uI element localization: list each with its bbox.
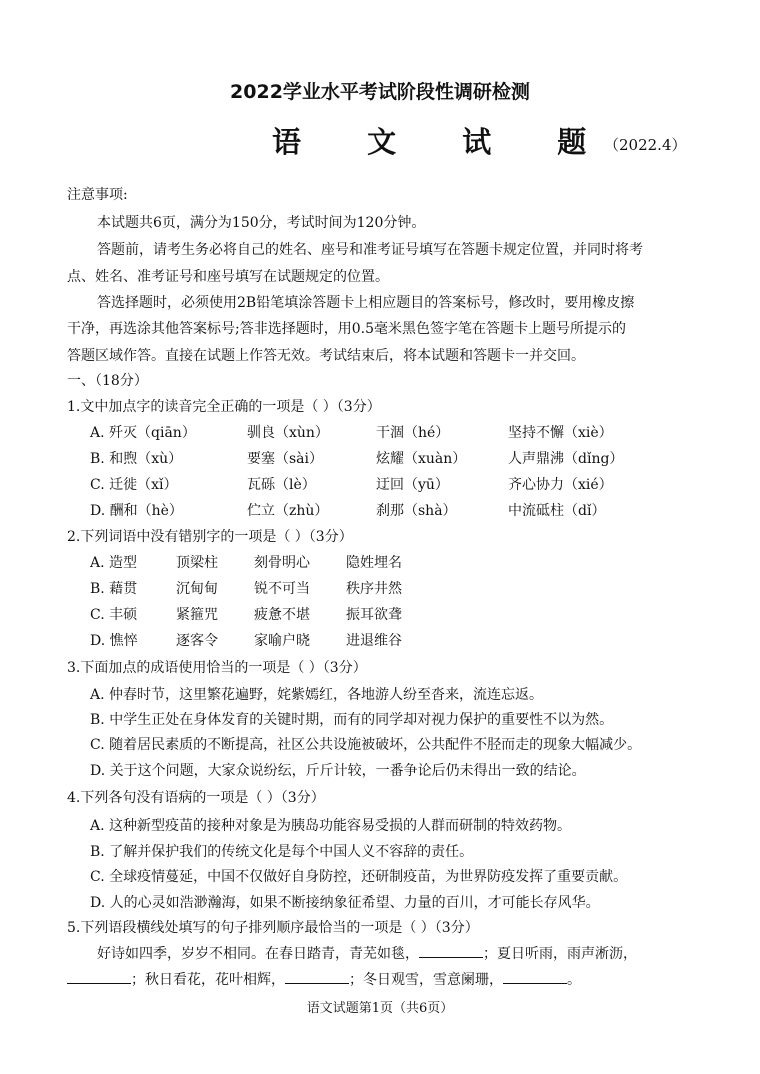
question-1-option-row	[0, 422, 760, 440]
option-cell: 坚持不懈（xiè）	[508, 425, 613, 441]
option-cell: C. 迁徙（xǐ）	[90, 477, 178, 493]
question-2-option-row	[0, 604, 760, 622]
option-cell: D. 憔悴	[90, 633, 138, 649]
option-cell: B. 和煦（xù）	[90, 451, 183, 467]
option-cell: B. 藉贯	[90, 581, 138, 597]
option-cell: 刹那（shà）	[376, 503, 457, 519]
option-cell: 家喻户晓	[254, 633, 310, 649]
option-cell: 干涸（hé）	[376, 425, 450, 441]
option-cell: 逐客令	[176, 633, 218, 649]
answer-blank	[419, 945, 483, 958]
notes-paragraph-3-line-2: 干净，再选涂其他答案标号;答非选择题时，用0.5毫米黑色签字笔在答题卡上题号所提示的	[67, 321, 626, 337]
option-cell: 疲惫不堪	[254, 607, 310, 623]
option-cell: A. 造型	[90, 555, 138, 571]
passage-text: ；秋日看花，花叶相辉，	[131, 972, 285, 988]
question-5-stem: 5.下列语段横线处填写的句子排列顺序最恰当的一项是（ ）（3分）	[67, 920, 479, 936]
option-cell: 炫耀（xuàn）	[376, 451, 467, 467]
option-cell: 驯良（xùn）	[247, 425, 329, 441]
question-3-stem: 3.下面加点的成语使用恰当的一项是（ ）（3分）	[67, 660, 367, 676]
question-4-option-c: C. 全球疫情蔓延，中国不仅做好自身防控，还研制疫苗，为世界防疫发挥了重要贡献。	[90, 869, 628, 885]
notes-paragraph-3-line-3: 答题区域作答。直接在试题上作答无效。考试结束后，将本试题和答题卡一并交回。	[67, 348, 585, 364]
option-cell: 振耳欲聋	[346, 607, 402, 623]
question-4-option-d: D. 人的心灵如浩渺瀚海，如果不断接纳象征希望、力量的百川，才可能长存风华。	[90, 895, 600, 911]
option-cell: 要塞（sài）	[247, 451, 324, 467]
option-cell: 刻骨明心	[254, 555, 310, 571]
option-cell: 人声鼎沸（dǐng）	[508, 451, 624, 467]
question-2-option-row	[0, 552, 760, 570]
option-cell: 沉甸甸	[176, 581, 218, 597]
notes-heading: 注意事项:	[67, 187, 128, 203]
question-1-stem: 1.文中加点字的读音完全正确的一项是（ ）（3分）	[67, 399, 381, 415]
passage-text: 好诗如四季，岁岁不相同。在春日踏青，青芜如毯，	[97, 946, 419, 962]
section-1-heading: 一、（18分）	[67, 373, 148, 389]
question-1-option-row	[0, 474, 760, 492]
question-1-option-row	[0, 448, 760, 466]
option-cell: A. 歼灭（qiān）	[90, 425, 196, 441]
passage-text: ；冬日观雪，雪意阑珊，	[349, 972, 503, 988]
notes-paragraph-3-line-1: 答选择题时，必须使用2B铅笔填涂答题卡上相应题目的答案标号，修改时，要用橡皮擦	[97, 295, 635, 311]
option-cell: C. 丰硕	[90, 607, 138, 623]
answer-blank	[285, 971, 349, 984]
option-cell: 紧箍咒	[176, 607, 218, 623]
question-3-option-c: C. 随着居民素质的不断提高，社区公共设施被破坏，公共配件不胫而走的现象大幅减少。	[90, 737, 642, 753]
notes-paragraph-2-line-1: 答题前，请考生务必将自己的姓名、座号和准考证号填写在答题卡规定位置，并同时将考	[97, 242, 643, 258]
option-cell: 齐心协力（xié）	[508, 477, 613, 493]
option-cell: 锐不可当	[254, 581, 310, 597]
passage-text: ；夏日听雨，雨声淅沥，	[483, 946, 637, 962]
question-1-option-row	[0, 500, 760, 518]
exam-date: （2022.4）	[604, 136, 687, 154]
question-4-option-b: B. 了解并保护我们的传统文化是每个中国人义不容辞的责任。	[90, 844, 474, 860]
question-5-passage-line-2	[67, 969, 581, 989]
option-cell: 秩序井然	[346, 581, 402, 597]
question-2-option-row	[0, 630, 760, 648]
option-cell: 进退维谷	[346, 633, 402, 649]
notes-paragraph-2-line-2: 点、姓名、准考证号和座号填写在试题规定的位置。	[67, 269, 389, 285]
option-cell: 瓦砾（lè）	[247, 477, 316, 493]
option-cell: 中流砥柱（dǐ）	[508, 503, 606, 519]
subject-title: 语 文 试 题	[272, 125, 615, 159]
notes-paragraph-1: 本试题共6页，满分为150分，考试时间为120分钟。	[97, 215, 426, 231]
question-3-option-b: B. 中学生正处在身体发育的关键时期，而有的同学却对视力保护的重要性不以为然。	[90, 712, 614, 728]
answer-blank	[503, 971, 567, 984]
exam-title: 2022学业水平考试阶段性调研检测	[230, 81, 530, 103]
question-3-option-d: D. 关于这个问题，大家众说纷纭，斤斤计较，一番争论后仍未得出一致的结论。	[90, 763, 586, 779]
answer-blank	[67, 971, 131, 984]
option-cell: 迂回（yū）	[376, 477, 449, 493]
question-4-option-a: A. 这种新型疫苗的接种对象是为胰岛功能容易受损的人群而研制的特效药物。	[90, 818, 572, 834]
question-3-option-a: A. 仲春时节，这里繁花遍野，姹紫嫣红，各地游人纷至沓来，流连忘返。	[90, 687, 544, 703]
question-2-option-row	[0, 578, 760, 596]
page-footer: 语文试题第1页（共6页）	[306, 1001, 454, 1016]
option-cell: 伫立（zhù）	[247, 503, 329, 519]
question-2-stem: 2.下列词语中没有错别字的一项是（ ）（3分）	[67, 529, 353, 545]
option-cell: D. 酬和（hè）	[90, 503, 183, 519]
question-4-stem: 4.下列各句没有语病的一项是（ ）（3分）	[67, 790, 325, 806]
option-cell: 隐姓埋名	[346, 555, 402, 571]
option-cell: 顶梁柱	[176, 555, 218, 571]
question-5-passage-line-1	[97, 943, 637, 963]
passage-text: 。	[567, 972, 581, 988]
